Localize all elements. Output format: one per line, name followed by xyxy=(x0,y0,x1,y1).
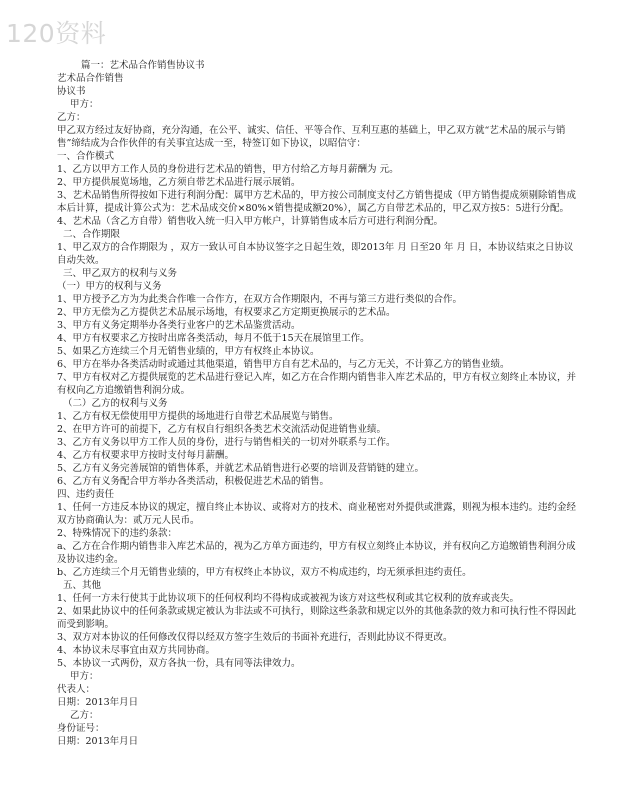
clause: 1、乙方有权无偿使用甲方提供的场地进行自带艺术品展览与销售。 xyxy=(57,411,339,422)
subsection-heading: （一）甲方的权利与义务 xyxy=(57,281,162,292)
doc-heading-1: 艺术品合作销售 xyxy=(57,73,124,84)
section-heading: 四、违约责任 xyxy=(57,489,115,500)
document-title: 篇一：艺术品合作销售协议书 xyxy=(81,60,205,71)
clause: 1、乙方以甲方工作人员的身份进行艺术品的销售，甲方付给乙方每月薪酬为 元。 xyxy=(57,164,399,175)
party-b-label: 乙方： xyxy=(57,112,86,123)
clause: 6、甲方在举办各类活动时或通过其他渠道，销售甲方自有艺术品的，与乙方无关，不计算乙方的销售业绩。 xyxy=(57,359,510,370)
clause: 1、甲方授予乙方为为此类合作唯一合作方，在双方合作期限内，不再与第三方进行类似的合作。 xyxy=(57,294,463,305)
clause: 4、本协议未尽事宜由双方共同协商。 xyxy=(57,645,216,656)
clause: 6、乙方有义务配合甲方举办各类活动，积极促进艺术品的销售。 xyxy=(57,476,330,487)
watermark-logo: 120资料 xyxy=(6,19,107,48)
clause: 1、任何一方未行使其于此协议项下的任何权利均不得构成或被视为该方对这些权利或其它权利的放弃或丧失。 xyxy=(57,593,520,604)
clause: 5、如果乙方连续三个月无销售业绩的，甲方有权终止本协议。 xyxy=(57,346,320,357)
section-heading: 三、甲乙双方的权利与义务 xyxy=(63,268,178,279)
clause: 1、任何一方违反本协议的规定，擅自终止本协议、或将对方的技术、商业秘密对外提供或泄露，则视为根本违约。违约金经双方协商确认为：贰万元人民币。 xyxy=(57,502,577,526)
section-heading: 二、合作期限 xyxy=(63,229,121,240)
clause: 4、甲方有权要求乙方按时出席各类活动，每月不低于15天在展馆里工作。 xyxy=(57,333,370,344)
clause: 3、乙方有义务以甲方工作人员的身份，进行与销售相关的一切对外联系与工作。 xyxy=(57,437,396,448)
party-a-label: 甲方： xyxy=(70,99,99,110)
agreement-document xyxy=(57,59,582,748)
signature-representative: 代表人： xyxy=(57,684,96,695)
section-heading: 一、合作模式 xyxy=(57,151,115,162)
signature-date-a: 日期：2013年月日 xyxy=(57,697,139,708)
doc-heading-2: 协议书 xyxy=(57,86,86,97)
intro-paragraph: 甲乙双方经过友好协商，充分沟通，在公平、诚实、信任、平等合作、互利互惠的基础上，甲乙双方就“艺术品的展示与销售”缔结成为合作伙伴的有关事宜达成一至，特签订如下协议，以昭信守： xyxy=(57,125,566,149)
section-heading: 五、其他 xyxy=(63,580,102,591)
clause: 2、特殊情况下的违约条款： xyxy=(57,528,178,539)
clause: 3、甲方有义务定期举办各类行业客户的艺术品鉴赏活动。 xyxy=(57,320,301,331)
clause: b、乙方连续三个月无销售业绩的，甲方有权终止本协议，双方不构成违约，均无须承担违约责任。 xyxy=(57,567,472,578)
clause: 4、乙方有权要求甲方按时支付每月薪酬。 xyxy=(57,450,235,461)
clause: 3、艺术品销售所得按如下进行利润分配：属甲方艺术品的，甲方按公司制度支付乙方销售提成（甲方销售提成须剔除销售成本后计算，提成计算公式为：艺术品成交价×80%×销售提成额20%），属乙方自带艺术品的，甲乙双方按5：5进行分配。 xyxy=(57,190,577,214)
clause: a、乙方在合作期内销售非入库艺术品的，视为乙方单方面违约，甲方有权立刻终止本协议，并有权向乙方追缴销售利润分成及协议违约金。 xyxy=(57,541,576,565)
clause: 5、本协议一式两份，双方各执一份，具有同等法律效力。 xyxy=(57,658,301,669)
clause: 1、甲乙双方的合作期限为 ，双方一致认可自本协议签字之日起生效，即2013年 月 日至20 年 月 日，本协议结束之日协议自动失效。 xyxy=(57,242,574,266)
clause: 7、甲方有权对乙方提供展览的艺术品进行登记入库，如乙方在合作期内销售非入库艺术品的，甲方有权立刻终止本协议，并有权向乙方追缴销售利润分成。 xyxy=(57,372,577,396)
signature-party-b: 乙方： xyxy=(70,710,99,721)
clause: 4、艺术品（含乙方自带）销售收入统一归入甲方帐户，计算销售成本后方可进行利润分配。 xyxy=(57,216,444,227)
clause: 2、如果此协议中的任何条款或规定被认为非法或不可执行，则除这些条款和规定以外的其他条款的效力和可执行性不得因此而受到影响。 xyxy=(57,606,577,630)
signature-party-a: 甲方： xyxy=(70,671,99,682)
subsection-heading: （二）乙方的权利与义务 xyxy=(63,398,168,409)
clause: 3、双方对本协议的任何修改仅得以经双方签字生效后的书面补充进行，否则此协议不得更改。 xyxy=(57,632,453,643)
clause: 2、甲方无偿为乙方提供艺术品展示场地，有权要求乙方定期更换展示的艺术品。 xyxy=(57,307,396,318)
signature-id-number: 身份证号： xyxy=(57,723,105,734)
clause: 5、乙方有义务完善展馆的销售体系，并就艺术品销售进行必要的培训及营销链的建立。 xyxy=(57,463,425,474)
signature-date-b: 日期：2013年月日 xyxy=(57,736,139,747)
clause: 2、甲方提供展览场地，乙方须自带艺术品进行展示展销。 xyxy=(57,177,301,188)
clause: 2、在甲方许可的前提下，乙方有权自行组织各类艺术交流活动促进销售业绩。 xyxy=(57,424,387,435)
